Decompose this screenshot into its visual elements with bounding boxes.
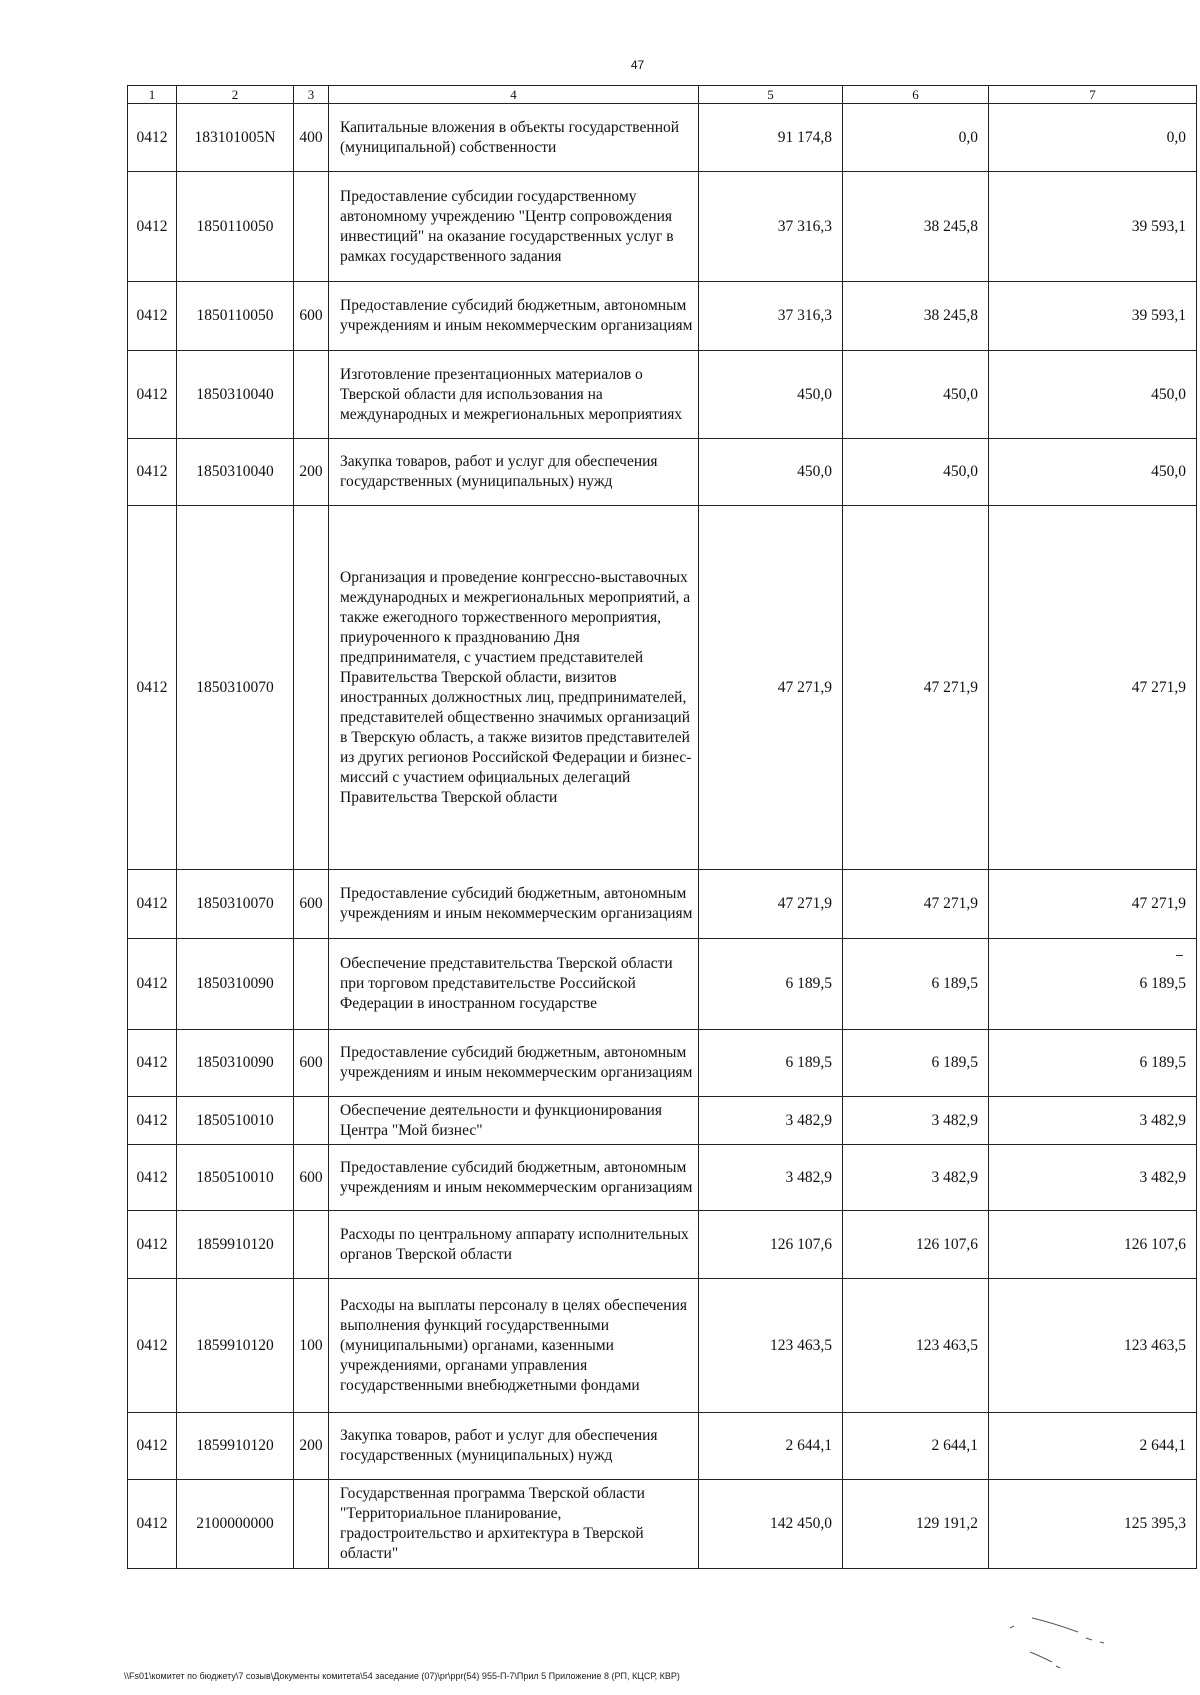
- amount-col5: 123 463,5: [699, 1279, 843, 1413]
- table-row: [128, 939, 1197, 1030]
- table-row: [128, 1097, 1197, 1145]
- expense-type-code: 200: [294, 439, 329, 506]
- row-description: Обеспечение деятельности и функционирования Центра "Мой бизнес": [329, 1097, 699, 1145]
- target-article-code: 183101005N: [177, 104, 294, 172]
- target-article-code: 1850110050: [177, 282, 294, 351]
- row-description: Расходы по центральному аппарату исполнительных органов Тверской области: [329, 1211, 699, 1279]
- amount-col7: 47 271,9: [989, 870, 1197, 939]
- expense-type-code: [294, 351, 329, 439]
- expense-type-code: 100: [294, 1279, 329, 1413]
- table-row: [128, 1480, 1197, 1569]
- amount-col7: 39 593,1: [989, 282, 1197, 351]
- row-description: Расходы на выплаты персоналу в целях обеспечения выполнения функций государственными (муниципальными) органами, казенными учреждениями, органами управления государственными внебюджетными фондами: [329, 1279, 699, 1413]
- amount-col5: 47 271,9: [699, 506, 843, 870]
- row-description: Закупка товаров, работ и услуг для обеспечения государственных (муниципальных) нужд: [329, 1413, 699, 1480]
- row-description: Закупка товаров, работ и услуг для обеспечения государственных (муниципальных) нужд: [329, 439, 699, 506]
- amount-col5: 126 107,6: [699, 1211, 843, 1279]
- amount-col7: 6 189,5: [989, 1030, 1197, 1097]
- table-row: [128, 172, 1197, 282]
- section-code: 0412: [128, 1279, 177, 1413]
- amount-col6: 47 271,9: [843, 870, 989, 939]
- expense-type-code: [294, 939, 329, 1030]
- target-article-code: 1850510010: [177, 1145, 294, 1211]
- amount-col6: 450,0: [843, 439, 989, 506]
- amount-col6: 129 191,2: [843, 1480, 989, 1569]
- target-article-code: 1850310070: [177, 506, 294, 870]
- amount-col5: 6 189,5: [699, 1030, 843, 1097]
- amount-col5: 37 316,3: [699, 282, 843, 351]
- table-row: [128, 1279, 1197, 1413]
- target-article-code: 1859910120: [177, 1413, 294, 1480]
- budget-table: [127, 85, 1197, 1569]
- page-number: 47: [630, 58, 645, 72]
- table-row: [128, 351, 1197, 439]
- amount-col6: 38 245,8: [843, 282, 989, 351]
- section-code: 0412: [128, 1097, 177, 1145]
- section-code: 0412: [128, 1145, 177, 1211]
- amount-col6: 3 482,9: [843, 1145, 989, 1211]
- amount-col7: 2 644,1: [989, 1413, 1197, 1480]
- column-header: 2: [177, 86, 294, 104]
- table-row: [128, 1211, 1197, 1279]
- scan-mark: [1176, 955, 1183, 956]
- section-code: 0412: [128, 506, 177, 870]
- row-description: Предоставление субсидии государственному автономному учреждению "Центр сопровождения инвестиций" на оказание государственных услуг в рамках государственного задания: [329, 172, 699, 282]
- target-article-code: 1859910120: [177, 1211, 294, 1279]
- section-code: 0412: [128, 870, 177, 939]
- amount-col5: 142 450,0: [699, 1480, 843, 1569]
- row-description: Капитальные вложения в объекты государственной (муниципальной) собственности: [329, 104, 699, 172]
- row-description: Изготовление презентационных материалов о Тверской области для использования на международных и межрегиональных мероприятиях: [329, 351, 699, 439]
- table-row: [128, 506, 1197, 870]
- amount-col7: 6 189,5: [989, 939, 1197, 1030]
- amount-col7: 450,0: [989, 351, 1197, 439]
- target-article-code: 1850310090: [177, 1030, 294, 1097]
- amount-col6: 3 482,9: [843, 1097, 989, 1145]
- amount-col7: 125 395,3: [989, 1480, 1197, 1569]
- section-code: 0412: [128, 104, 177, 172]
- row-description: Предоставление субсидий бюджетным, автономным учреждениям и иным некоммерческим организациям: [329, 1030, 699, 1097]
- target-article-code: 2100000000: [177, 1480, 294, 1569]
- column-header: 1: [128, 86, 177, 104]
- expense-type-code: 600: [294, 1030, 329, 1097]
- amount-col6: 0,0: [843, 104, 989, 172]
- amount-col6: 123 463,5: [843, 1279, 989, 1413]
- table-row: [128, 870, 1197, 939]
- handwritten-signature: [1000, 1612, 1140, 1672]
- document-file-path: \\Fs01\комитет по бюджету\7 созыв\Документы комитета\54 заседание (07)\pr\ppr(54) 955-П-7\Прил 5 Приложение 8 (РП, КЦСР, КВР): [124, 1671, 680, 1681]
- amount-col6: 47 271,9: [843, 506, 989, 870]
- amount-col6: 126 107,6: [843, 1211, 989, 1279]
- table-row: [128, 439, 1197, 506]
- target-article-code: 1850110050: [177, 172, 294, 282]
- row-description: Государственная программа Тверской области "Территориальное планирование, градостроительство и архитектура в Тверской области": [329, 1480, 699, 1569]
- row-description: Предоставление субсидий бюджетным, автономным учреждениям и иным некоммерческим организациям: [329, 1145, 699, 1211]
- expense-type-code: 200: [294, 1413, 329, 1480]
- amount-col7: 39 593,1: [989, 172, 1197, 282]
- amount-col5: 3 482,9: [699, 1097, 843, 1145]
- amount-col7: 0,0: [989, 104, 1197, 172]
- amount-col6: 450,0: [843, 351, 989, 439]
- row-description: Предоставление субсидий бюджетным, автономным учреждениям и иным некоммерческим организациям: [329, 282, 699, 351]
- amount-col6: 6 189,5: [843, 1030, 989, 1097]
- amount-col5: 450,0: [699, 351, 843, 439]
- amount-col5: 3 482,9: [699, 1145, 843, 1211]
- column-header: 6: [843, 86, 989, 104]
- section-code: 0412: [128, 439, 177, 506]
- section-code: 0412: [128, 172, 177, 282]
- row-description: Предоставление субсидий бюджетным, автономным учреждениям и иным некоммерческим организациям: [329, 870, 699, 939]
- target-article-code: 1859910120: [177, 1279, 294, 1413]
- target-article-code: 1850310040: [177, 439, 294, 506]
- table-row: [128, 1030, 1197, 1097]
- amount-col5: 47 271,9: [699, 870, 843, 939]
- table-row: [128, 104, 1197, 172]
- section-code: 0412: [128, 282, 177, 351]
- row-description: Организация и проведение конгрессно-выставочных международных и межрегиональных мероприятий, а также ежегодного торжественного мероприятия, приуроченного к празднованию Дня предпринимателя, с участием представителей Правительства Тверской области, визитов иностранных должностных лиц, предпринимателей, представителей общественно значимых организаций в Тверскую область, а также визитов представителей из других регионов Российской Федерации и бизнес-миссий с участием официальных делегаций Правительства Тверской области: [329, 506, 699, 870]
- expense-type-code: 400: [294, 104, 329, 172]
- amount-col6: 38 245,8: [843, 172, 989, 282]
- amount-col7: 126 107,6: [989, 1211, 1197, 1279]
- amount-col7: 3 482,9: [989, 1145, 1197, 1211]
- target-article-code: 1850510010: [177, 1097, 294, 1145]
- amount-col7: 450,0: [989, 439, 1197, 506]
- amount-col5: 91 174,8: [699, 104, 843, 172]
- amount-col7: 47 271,9: [989, 506, 1197, 870]
- section-code: 0412: [128, 1480, 177, 1569]
- section-code: 0412: [128, 1030, 177, 1097]
- column-header: 5: [699, 86, 843, 104]
- amount-col7: 3 482,9: [989, 1097, 1197, 1145]
- expense-type-code: 600: [294, 1145, 329, 1211]
- amount-col5: 450,0: [699, 439, 843, 506]
- expense-type-code: [294, 1480, 329, 1569]
- expense-type-code: [294, 1211, 329, 1279]
- table-row: [128, 1413, 1197, 1480]
- section-code: 0412: [128, 351, 177, 439]
- amount-col6: 2 644,1: [843, 1413, 989, 1480]
- expense-type-code: [294, 506, 329, 870]
- section-code: 0412: [128, 939, 177, 1030]
- expense-type-code: 600: [294, 870, 329, 939]
- section-code: 0412: [128, 1413, 177, 1480]
- column-header: 7: [989, 86, 1197, 104]
- column-header: 3: [294, 86, 329, 104]
- amount-col7: 123 463,5: [989, 1279, 1197, 1413]
- table-row: [128, 282, 1197, 351]
- row-description: Обеспечение представительства Тверской области при торговом представительстве Российской Федерации в иностранном государстве: [329, 939, 699, 1030]
- column-header: 4: [329, 86, 699, 104]
- amount-col6: 6 189,5: [843, 939, 989, 1030]
- expense-type-code: [294, 1097, 329, 1145]
- section-code: 0412: [128, 1211, 177, 1279]
- amount-col5: 2 644,1: [699, 1413, 843, 1480]
- target-article-code: 1850310070: [177, 870, 294, 939]
- target-article-code: 1850310040: [177, 351, 294, 439]
- table-row: [128, 1145, 1197, 1211]
- expense-type-code: 600: [294, 282, 329, 351]
- target-article-code: 1850310090: [177, 939, 294, 1030]
- amount-col5: 6 189,5: [699, 939, 843, 1030]
- expense-type-code: [294, 172, 329, 282]
- amount-col5: 37 316,3: [699, 172, 843, 282]
- column-number-row: [128, 86, 1197, 104]
